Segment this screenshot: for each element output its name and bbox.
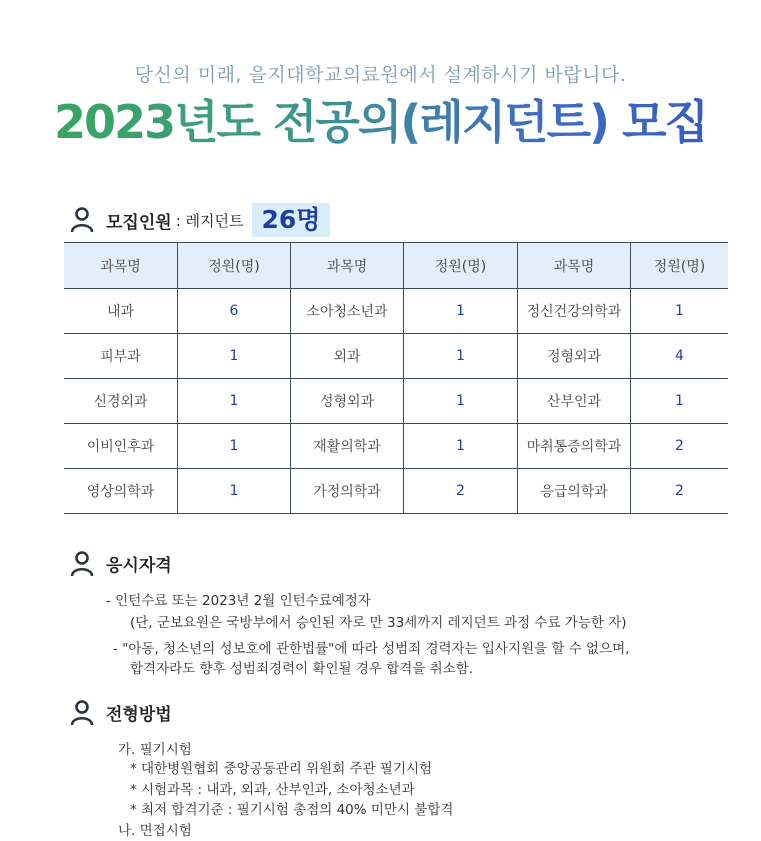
subject-cell: 외과	[291, 334, 404, 379]
recruit-label: : 레지던트	[175, 211, 244, 230]
subject-cell: 내과	[64, 289, 178, 334]
person-icon	[70, 551, 94, 577]
quota-cell: 1	[178, 334, 291, 379]
subject-cell: 재활의학과	[291, 424, 404, 469]
table-row	[64, 334, 728, 379]
person-icon	[70, 700, 94, 726]
quota-cell: 1	[178, 469, 291, 514]
subject-cell: 소아청소년과	[291, 289, 404, 334]
recruit-table	[64, 242, 728, 514]
method-heading	[70, 700, 172, 725]
subject-cell: 정형외과	[518, 334, 631, 379]
method-title: 전형방법	[106, 705, 172, 725]
column-header: 정원(명)	[404, 243, 518, 289]
qualification-note: (단, 군보요원은 국방부에서 승인된 자로 만 33세까지 레지던트 과정 수료 가능한 자)	[130, 615, 627, 631]
quota-cell: 1	[404, 289, 518, 334]
column-header: 과목명	[518, 243, 631, 289]
person-icon	[70, 207, 94, 233]
table-row	[64, 289, 728, 334]
column-header: 과목명	[64, 243, 178, 289]
quota-cell: 1	[404, 379, 518, 424]
quota-cell: 4	[631, 334, 729, 379]
subject-cell: 이비인후과	[64, 424, 178, 469]
method-line: * 시험과목 : 내과, 외과, 산부인과, 소아청소년과	[130, 782, 415, 798]
method-line: 나. 면접시험	[118, 823, 192, 839]
subject-cell: 성형외과	[291, 379, 404, 424]
subject-cell: 가정의학과	[291, 469, 404, 514]
method-line: 가. 필기시험	[118, 742, 192, 758]
qualification-line: - 인턴수료 또는 2023년 2월 인턴수료예정자	[106, 593, 371, 609]
subject-cell: 신경외과	[64, 379, 178, 424]
table-row	[64, 379, 728, 424]
subject-cell: 응급의학과	[518, 469, 631, 514]
table-row	[64, 424, 728, 469]
column-header: 정원(명)	[178, 243, 291, 289]
subject-cell: 정신건강의학과	[518, 289, 631, 334]
table-row	[64, 469, 728, 514]
recruit-count: 26명	[252, 203, 331, 237]
quota-cell: 1	[631, 289, 729, 334]
qualification-line: - "아동, 청소년의 성보호에 관한법률"에 따라 성범죄 경력자는 입사지원을 할 수 없으며,	[113, 641, 630, 657]
qualification-note: 합격자라도 향후 성범죄경력이 확인될 경우 합격을 취소함.	[130, 661, 474, 677]
quota-cell: 1	[404, 424, 518, 469]
subtitle: 당신의 미래, 을지대학교의료원에서 설계하시기 바랍니다.	[134, 64, 627, 86]
subject-cell: 영상의학과	[64, 469, 178, 514]
column-header: 정원(명)	[631, 243, 729, 289]
recruit-heading	[70, 203, 330, 237]
page-title: 2023년도 전공의(레지던트) 모집	[0, 86, 761, 152]
quota-cell: 2	[404, 469, 518, 514]
quota-cell: 1	[178, 379, 291, 424]
quota-cell: 2	[631, 424, 729, 469]
subject-cell: 산부인과	[518, 379, 631, 424]
method-line: * 최저 합격기준 : 필기시험 총점의 40% 미만시 불합격	[130, 802, 454, 818]
quota-cell: 1	[178, 424, 291, 469]
quota-cell: 1	[631, 379, 729, 424]
quota-cell: 6	[178, 289, 291, 334]
quota-cell: 1	[404, 334, 518, 379]
column-header: 과목명	[291, 243, 404, 289]
quota-cell: 2	[631, 469, 729, 514]
table-header-row	[64, 243, 728, 289]
qualification-title: 응시자격	[106, 556, 172, 576]
qualification-heading	[70, 551, 172, 576]
subject-cell: 피부과	[64, 334, 178, 379]
recruit-title: 모집인원	[106, 212, 172, 233]
method-line: * 대한병원협회 중앙공동관리 위원회 주관 필기시험	[130, 761, 433, 777]
subject-cell: 마취통증의학과	[518, 424, 631, 469]
